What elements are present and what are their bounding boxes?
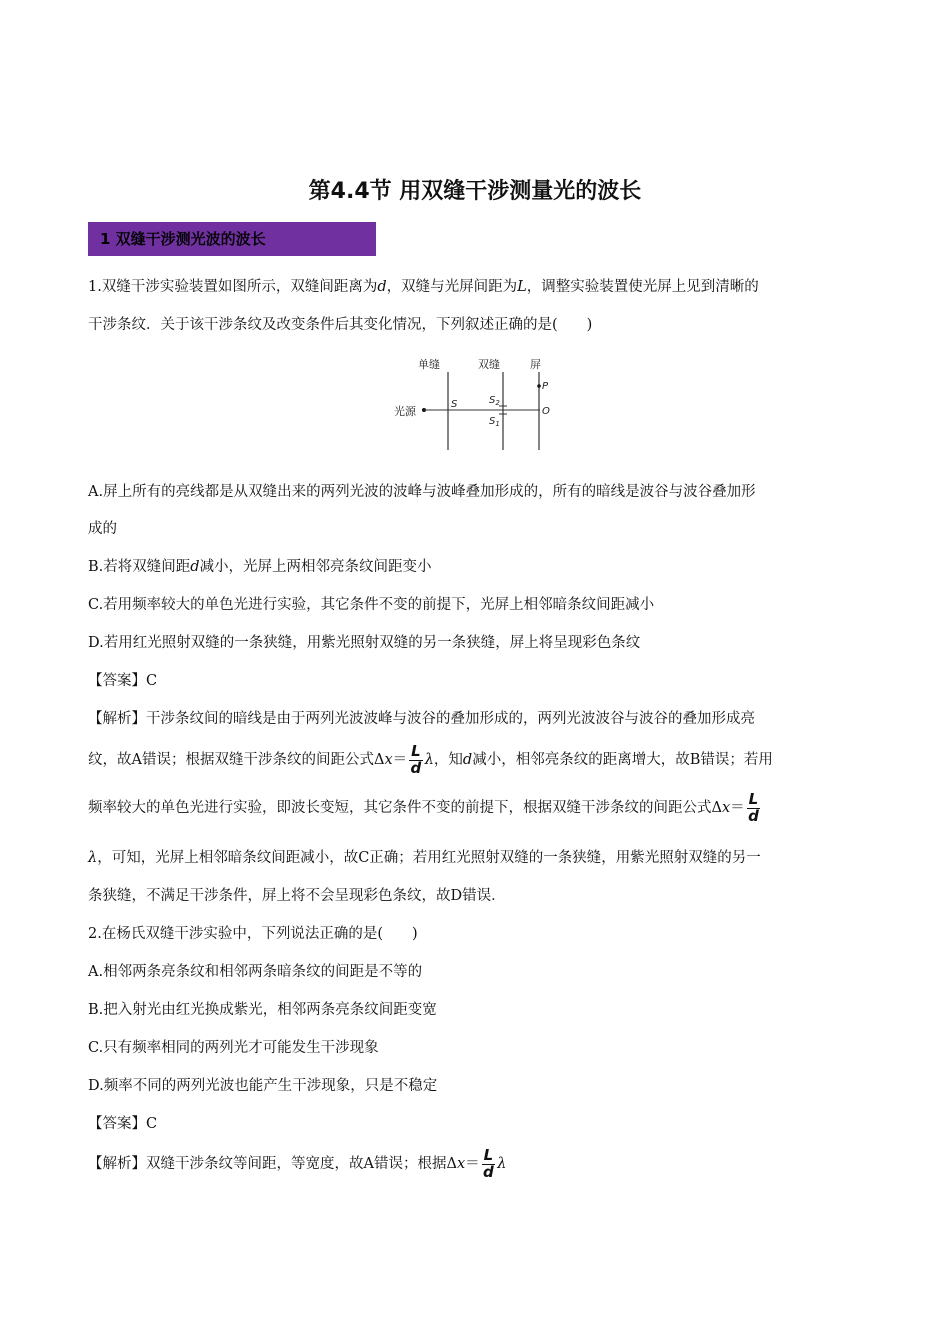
- label-S: S: [451, 399, 458, 410]
- label-light-source: 光源: [394, 405, 416, 418]
- label-screen: 屏: [530, 358, 541, 371]
- q1-stem-text: 1.双缝干涉实验装置如图所示，双缝间距离为: [88, 279, 378, 295]
- q1-explanation-line3: [88, 785, 762, 831]
- q1-explanation-line1: 【解析】干涉条纹间的暗线是由于两列光波波峰与波谷的叠加形成的，两列光波波谷与波谷的叠加形成亮: [88, 711, 755, 727]
- exp-text: ，可知，光屏上相邻暗条纹间距减小，故C正确；若用红光照射双缝的一条狭缝，用紫光照射双缝的另一: [97, 850, 761, 866]
- q1-option-b-text: B.若将双缝间距: [88, 559, 191, 575]
- fraction-numerator: L: [748, 789, 759, 808]
- q1-option-c: C.若用频率较大的单色光进行实验，其它条件不变的前提下，光屏上相邻暗条纹间距减小: [88, 597, 655, 613]
- var-x: x: [384, 752, 393, 768]
- equals-sign: ＝: [730, 800, 745, 816]
- var-d: d: [190, 559, 200, 575]
- q1-stem-text: ，双缝与光屏间距为: [386, 279, 518, 295]
- var-d: d: [462, 752, 473, 768]
- q2-option-a: A.相邻两条亮条纹和相邻两条暗条纹的间距是不等的: [88, 964, 423, 980]
- q2-option-d: D.频率不同的两列光波也能产生干涉现象，只是不稳定: [88, 1078, 438, 1094]
- q1-option-b: [88, 555, 432, 576]
- q1-answer: 【答案】C: [88, 673, 158, 689]
- label-P: P: [542, 381, 549, 392]
- q1-option-d: D.若用红光照射双缝的一条狭缝，用紫光照射双缝的另一条狭缝，屏上将呈现彩色条纹: [88, 635, 641, 651]
- formula-fraction: [747, 789, 761, 825]
- label-O: O: [542, 406, 550, 417]
- q1-option-b-text: 减小，光屏上两相邻亮条纹间距变小: [199, 559, 432, 575]
- var-lambda: λ: [497, 1156, 507, 1172]
- label-single-slit: 单缝: [418, 358, 440, 371]
- page-title: 第4.4节 用双缝干涉测量光的波长: [308, 179, 642, 204]
- exp-text: 减小，相邻亮条纹的距离增大，故B错误；若用: [472, 752, 773, 768]
- equals-sign: ＝: [392, 752, 408, 768]
- q2-explanation-line1: [88, 1141, 506, 1187]
- q2-answer: 【答案】C: [88, 1116, 158, 1132]
- q2-option-c: C.只有频率相同的两列光才可能发生干涉现象: [88, 1040, 379, 1056]
- formula-fraction: [482, 1145, 496, 1181]
- formula-fraction: [409, 741, 423, 777]
- q1-explanation-line5: 条狭缝，不满足干涉条件，屏上将不会呈现彩色条纹，故D错误．: [88, 888, 506, 904]
- exp-text: 纹，故A错误；根据双缝干涉条纹的间距公式Δ: [88, 752, 385, 768]
- q2-option-b: B.把入射光由红光换成紫光，相邻两条亮条纹间距变宽: [88, 1002, 437, 1018]
- var-lambda: λ: [424, 752, 434, 768]
- label-S2: $S_2$: [489, 395, 500, 407]
- q1-stem-text: ，调整实验装置使光屏上见到清晰的: [526, 279, 759, 295]
- q1-option-a-line1: A.屏上所有的亮线都是从双缝出来的两列光波的波峰与波峰叠加形成的，所有的暗线是波谷与波谷叠加形: [88, 484, 756, 500]
- equals-sign: ＝: [465, 1156, 480, 1172]
- exp-text: 【解析】双缝干涉条纹等间距，等宽度，故A错误；根据Δ: [88, 1156, 457, 1172]
- label-double-slit: 双缝: [478, 358, 500, 371]
- q1-stem-line2: 干涉条纹．关于该干涉条纹及改变条件后其变化情况，下列叙述正确的是( ): [88, 317, 593, 333]
- q1-explanation-line2: [88, 737, 773, 783]
- label-S1: $S_1$: [489, 416, 500, 428]
- q1-explanation-line4: [88, 846, 761, 867]
- var-x: x: [456, 1156, 466, 1172]
- fraction-denominator: d: [748, 806, 759, 825]
- section-header: 1 双缝干涉测光波的波长: [88, 222, 376, 256]
- var-d: d: [377, 279, 387, 295]
- exp-text: ，知: [433, 752, 463, 768]
- fraction-denominator: d: [483, 1162, 494, 1181]
- q1-option-a-line2: 成的: [88, 521, 117, 537]
- q2-stem: 2.在杨氏双缝干涉实验中，下列说法正确的是( ): [88, 926, 418, 942]
- exp-text: 频率较大的单色光进行实验，即波长变短，其它条件不变的前提下，根据双缝干涉条纹的间距公式Δ: [88, 800, 722, 816]
- var-lambda: λ: [88, 850, 98, 866]
- fraction-numerator: L: [411, 741, 421, 760]
- double-slit-diagram: [388, 352, 563, 454]
- var-L: L: [517, 279, 527, 295]
- point-p-dot: [537, 384, 541, 388]
- fraction-numerator: L: [483, 1145, 494, 1164]
- q1-stem-line1: [88, 275, 759, 296]
- fraction-denominator: d: [410, 758, 422, 777]
- var-x: x: [721, 800, 731, 816]
